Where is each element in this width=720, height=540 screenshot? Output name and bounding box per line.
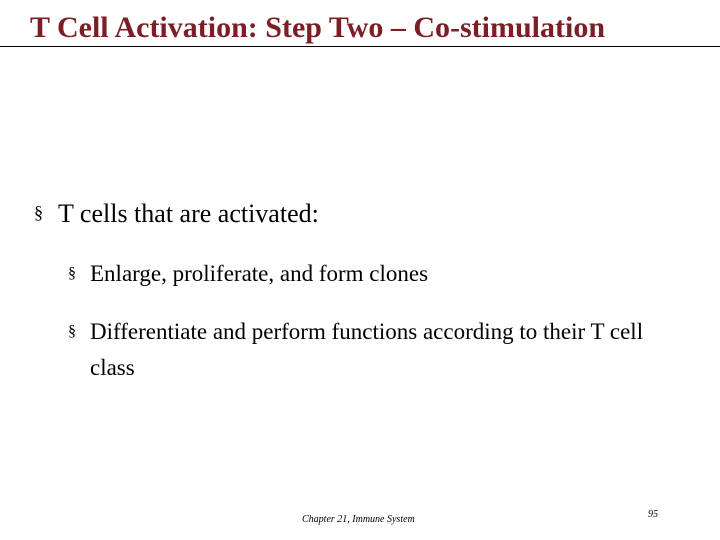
page-number: 95	[648, 509, 658, 520]
bullet-marker: §	[34, 202, 44, 223]
sub-bullet-item	[68, 314, 668, 386]
sub-bullet-marker: §	[68, 323, 77, 340]
sub-bullet-text: Differentiate and perform functions according to their T cell class	[90, 319, 644, 380]
slide-title: T Cell Activation: Step Two – Co-stimulation	[30, 11, 606, 44]
sub-bullet-text: Enlarge, proliferate, and form clones	[90, 261, 429, 287]
sub-bullet-marker: §	[68, 265, 77, 282]
title-underline	[0, 46, 720, 47]
bullet-text: T cells that are activated:	[58, 199, 319, 228]
sub-bullet-item	[68, 256, 428, 292]
bullet-item	[34, 198, 319, 229]
footer-chapter: Chapter 21, Immune System	[302, 514, 415, 525]
